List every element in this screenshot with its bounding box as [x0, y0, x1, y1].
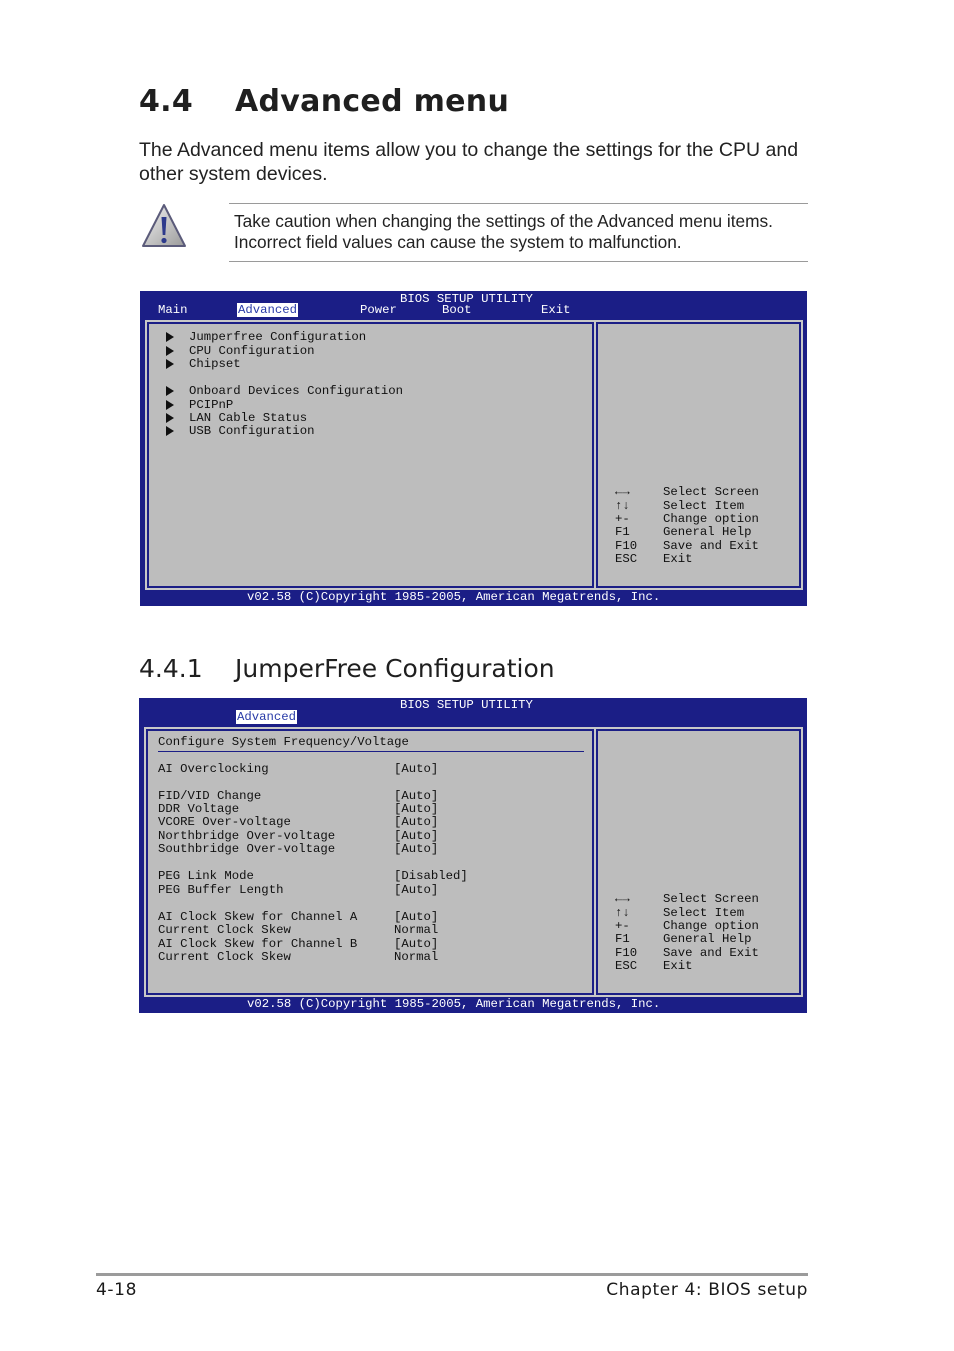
key-plus-minus: +-	[615, 512, 630, 526]
key-arrows-lr: ←→	[615, 485, 630, 499]
setting-value[interactable]: [Auto]	[394, 762, 439, 776]
setting-value[interactable]: [Auto]	[394, 829, 439, 843]
menu-tab-advanced[interactable]	[236, 711, 297, 724]
key-desc: Exit	[663, 959, 693, 973]
subsection-number: 4.4.1	[139, 654, 203, 683]
key-desc: Change option	[663, 919, 759, 933]
menu-item-pcipnp[interactable]: PCIPnP	[189, 398, 234, 412]
footer-rule	[96, 1273, 808, 1276]
submenu-arrow-icon	[166, 413, 174, 423]
submenu-arrow-icon	[166, 332, 174, 342]
caution-bottom-rule	[229, 261, 808, 262]
setting-value[interactable]: [Auto]	[394, 802, 439, 816]
key-f10: F10	[615, 539, 638, 553]
bios-help-panel	[596, 729, 801, 995]
setting-value: Normal	[394, 923, 439, 937]
bios-screen-advanced	[140, 291, 807, 606]
menu-tab-power[interactable]: Power	[360, 303, 397, 317]
key-f1: F1	[615, 525, 630, 539]
key-arrows-ud: ↑↓	[615, 906, 630, 920]
intro-paragraph: The Advanced menu items allow you to change the settings for the CPU and other system devices.	[139, 139, 799, 185]
menu-tab-advanced-label: Advanced	[238, 303, 298, 317]
setting-value[interactable]: [Auto]	[394, 937, 439, 951]
setting-value[interactable]: [Disabled]	[394, 869, 468, 883]
key-desc: Select Screen	[663, 485, 759, 499]
warning-triangle-icon	[140, 202, 188, 250]
bios-copyright: v02.58 (C)Copyright 1985-2005, American Megatrends, Inc.	[247, 590, 661, 604]
bios-title: BIOS SETUP UTILITY	[400, 292, 533, 306]
setting-label: AI Overclocking	[158, 762, 269, 776]
caution-note	[234, 211, 814, 253]
menu-item-lan-cable[interactable]: LAN Cable Status	[189, 411, 308, 425]
key-esc: ESC	[615, 552, 638, 566]
bios-items-panel	[147, 322, 594, 588]
key-arrows-ud: ↑↓	[615, 499, 630, 513]
key-desc: General Help	[663, 932, 752, 946]
key-plus-minus: +-	[615, 919, 630, 933]
bios-title: BIOS SETUP UTILITY	[400, 698, 533, 712]
bios-copyright: v02.58 (C)Copyright 1985-2005, American Megatrends, Inc.	[247, 997, 661, 1011]
key-desc: Exit	[663, 552, 693, 566]
setting-value[interactable]: [Auto]	[394, 842, 439, 856]
setting-label: Current Clock Skew	[158, 923, 291, 937]
setting-label: Current Clock Skew	[158, 950, 291, 964]
submenu-arrow-icon	[166, 386, 174, 396]
subsection-heading	[139, 654, 555, 683]
setting-label: AI Clock Skew for Channel B	[158, 937, 358, 951]
submenu-arrow-icon	[166, 359, 174, 369]
setting-value: Normal	[394, 950, 439, 964]
setting-label: Northbridge Over-voltage	[158, 829, 336, 843]
heading-underline	[158, 751, 584, 752]
setting-label: VCORE Over-voltage	[158, 815, 291, 829]
setting-label: PEG Buffer Length	[158, 883, 284, 897]
bios-help-panel	[596, 322, 801, 588]
setting-value[interactable]: [Auto]	[394, 789, 439, 803]
menu-tab-exit[interactable]: Exit	[541, 303, 571, 317]
menu-item-onboard-devices[interactable]: Onboard Devices Configuration	[189, 384, 404, 398]
menu-tab-main[interactable]: Main	[158, 303, 188, 317]
setting-label: PEG Link Mode	[158, 869, 254, 883]
bios-screen-jumperfree	[139, 698, 807, 1013]
section-number: 4.4	[139, 84, 194, 119]
key-desc: Select Screen	[663, 892, 759, 906]
setting-label: Southbridge Over-voltage	[158, 842, 336, 856]
key-desc: General Help	[663, 525, 752, 539]
submenu-arrow-icon	[166, 426, 174, 436]
menu-item-chipset[interactable]: Chipset	[189, 357, 241, 371]
setting-label: AI Clock Skew for Channel A	[158, 910, 358, 924]
menu-tab-advanced[interactable]	[237, 304, 298, 317]
key-desc: Select Item	[663, 499, 745, 513]
key-desc: Save and Exit	[663, 946, 759, 960]
section-title: Advanced menu	[235, 84, 510, 119]
submenu-arrow-icon	[166, 400, 174, 410]
setting-value[interactable]: [Auto]	[394, 910, 439, 924]
setting-value[interactable]: [Auto]	[394, 883, 439, 897]
subsection-title: JumperFree Configuration	[235, 654, 555, 683]
key-desc: Save and Exit	[663, 539, 759, 553]
menu-tab-advanced-label: Advanced	[237, 710, 297, 724]
key-esc: ESC	[615, 959, 638, 973]
menu-tab-boot[interactable]: Boot	[442, 303, 472, 317]
menu-item-cpu[interactable]: CPU Configuration	[189, 344, 315, 358]
section-heading	[139, 84, 509, 119]
setting-value[interactable]: [Auto]	[394, 815, 439, 829]
key-arrows-lr: ←→	[615, 892, 630, 906]
submenu-arrow-icon	[166, 346, 174, 356]
caution-top-rule	[229, 203, 808, 204]
menu-item-usb[interactable]: USB Configuration	[189, 424, 315, 438]
setting-label: FID/VID Change	[158, 789, 262, 803]
page-number: 4-18	[96, 1280, 137, 1300]
key-desc: Change option	[663, 512, 759, 526]
key-f1: F1	[615, 932, 630, 946]
chapter-label: Chapter 4: BIOS setup	[606, 1280, 808, 1300]
menu-item-jumperfree[interactable]: Jumperfree Configuration	[189, 330, 367, 344]
setting-label: DDR Voltage	[158, 802, 240, 816]
key-f10: F10	[615, 946, 638, 960]
bios-settings-panel	[146, 729, 594, 995]
settings-heading: Configure System Frequency/Voltage	[158, 735, 409, 749]
caution-line-2: Incorrect field values can cause the system to malfunction.	[234, 232, 682, 252]
key-desc: Select Item	[663, 906, 745, 920]
caution-line-1: Take caution when changing the settings of the Advanced menu items.	[234, 211, 773, 231]
